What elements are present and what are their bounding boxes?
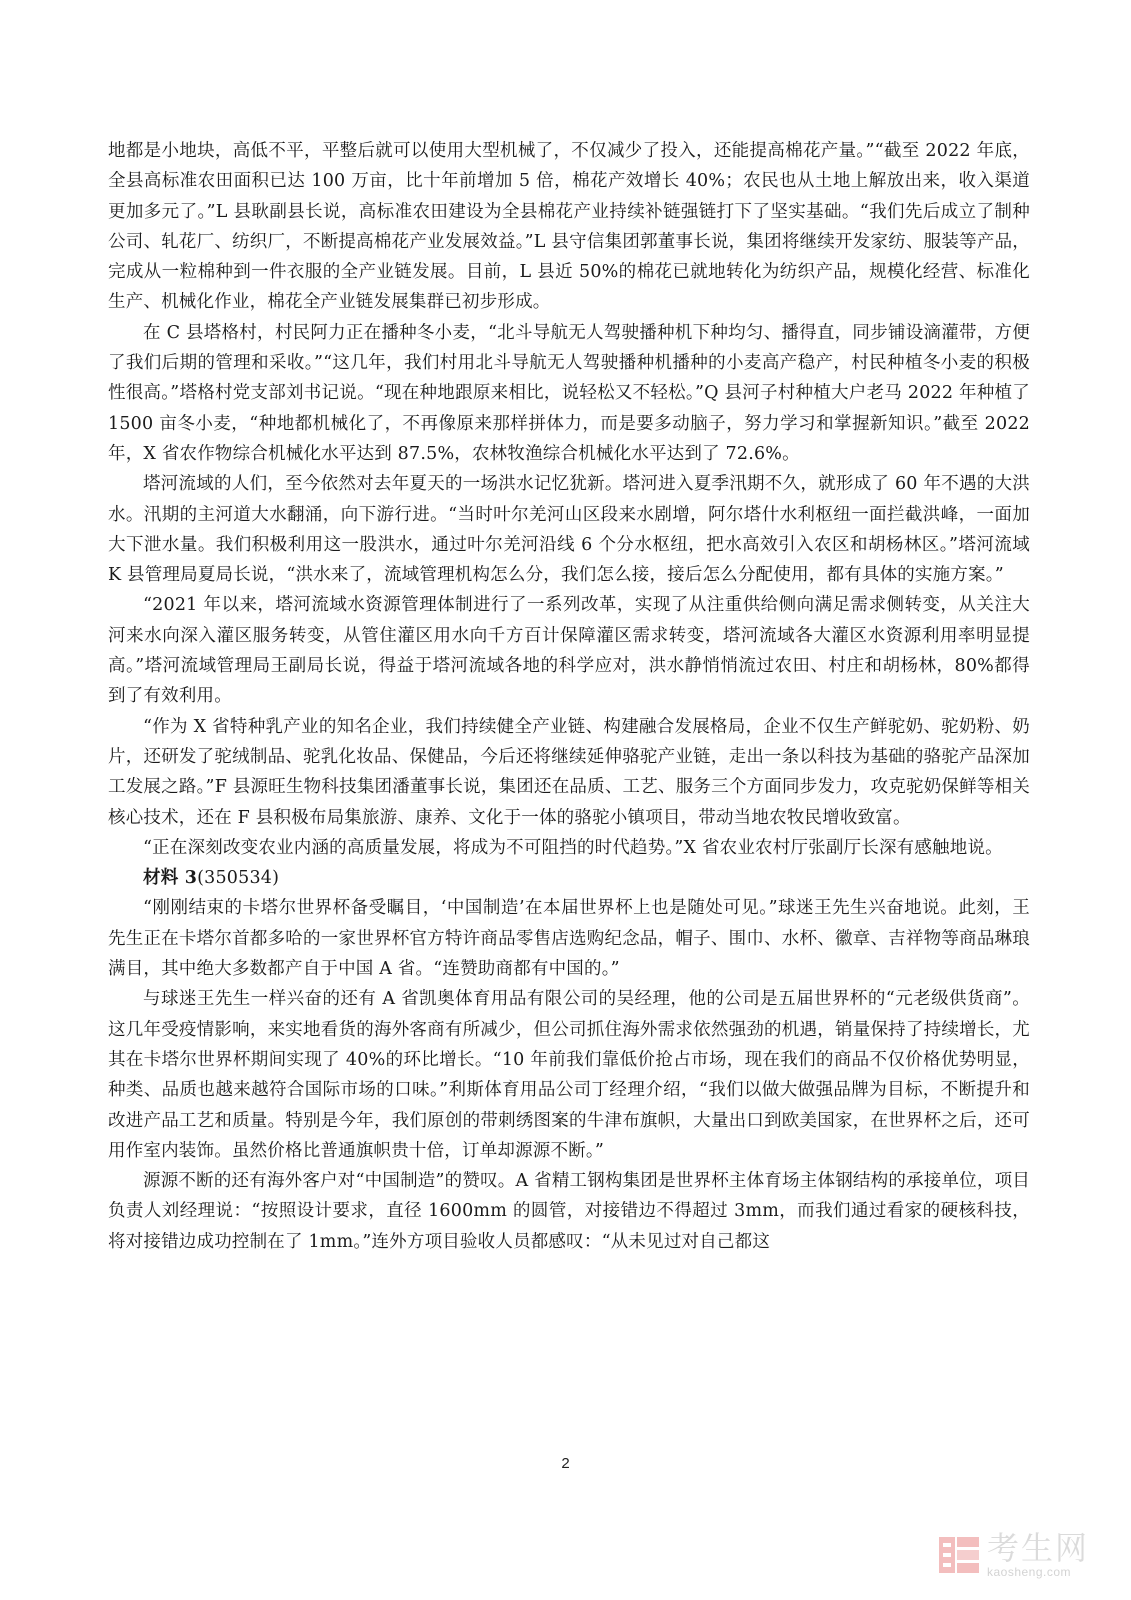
paragraph: 塔河流域的人们，至今依然对去年夏天的一场洪水记忆犹新。塔河进入夏季汛期不久，就形成了 60 年不遇的大洪水。汛期的主河道大水翻涌，向下游行进。“当时叶尔羌河山区段来水剧增，阿尔塔什水利枢纽一面拦截洪峰，一面加大下泄水量。我们积极利用这一股洪水，通过叶尔羌河沿线 6 个分水枢纽，把水高效引入农区和胡杨林区。”塔河流域 K 县管理局夏局长说，“洪水来了，流域管理机构怎么分，我们怎么接，接后怎么分配使用，都有具体的实施方案。”: [108, 474, 1030, 586]
paragraph: 源源不断的还有海外客户对“中国制造”的赞叹。A 省精工钢构集团是世界杯主体育场主体钢结构的承接单位，项目负责人刘经理说：“按照设计要求，直径 1600mm 的圆管，对接错边不得超过 3mm，而我们通过看家的硬核科技，将对接错边成功控制在了 1mm。”连外方项目验收人员都感叹：“从未见过对自己都这: [108, 1171, 1030, 1252]
paragraph: “2021 年以来，塔河流域水资源管理体制进行了一系列改革，实现了从注重供给侧向满足需求侧转变，从关注大河来水向深入灌区服务转变，从管住灌区用水向千方百计保障灌区需求转变，塔河流域各大灌区水资源利用率明显提高。”塔河流域管理局王副局长说，得益于塔河流域各地的科学应对，洪水静悄悄流过农田、村庄和胡杨林，80%都得到了有效利用。: [108, 595, 1030, 707]
paragraph: “正在深刻改变农业内涵的高质量发展，将成为不可阻挡的时代趋势。”X 省农业农村厅张副厅长深有感触地说。: [143, 837, 1003, 858]
section-heading-code: (350534): [197, 868, 280, 889]
watermark-name: 考生网: [986, 1529, 1089, 1567]
paragraph: 与球迷王先生一样兴奋的还有 A 省凯奥体育用品有限公司的吴经理，他的公司是五届世界杯的“元老级供货商”。这几年受疫情影响，来实地看货的海外客商有所减少，但公司抓住海外需求依然强劲的机遇，销量保持了持续增长，尤其在卡塔尔世界杯期间实现了 40%的环比增长。“10 年前我们靠低价抢占市场，现在我们的商品不仅价格优势明显，种类、品质也越来越符合国际市场的口味。”利斯体育用品公司丁经理介绍，“我们以做大做强品牌为目标，不断提升和改进产品工艺和质量。特别是今年，我们原创的带刺绣图案的牛津布旗帜，大量出口到欧美国家，在世界杯之后，还可用作室内装饰。虽然价格比普通旗帜贵十倍，订单却源源不断。”: [108, 989, 1030, 1161]
paragraph: 地都是小地块，高低不平，平整后就可以使用大型机械了，不仅减少了投入，还能提高棉花产量。”“截至 2022 年底，全县高标准农田面积已达 100 万亩，比十年前增加 5 倍，棉花产效增长 40%；农民也从土地上解放出来，收入渠道更加多元了。”L 县耿副县长说，高标准农田建设为全县棉花产业持续补链强链打下了坚实基础。“我们先后成立了制种公司、轧花厂、纺织厂，不断提高棉花产业发展效益。”L 县守信集团郭董事长说，集团将继续开发家纺、服装等产品，完成从一粒棉种到一件衣服的全产业链发展。目前，L 县近 50%的棉花已就地转化为纺织产品，规模化经营、标准化生产、机械化作业，棉花全产业链发展集群已初步形成。: [108, 141, 1030, 313]
watermark: [937, 1529, 1089, 1579]
page-number: 2: [561, 1455, 570, 1472]
paragraph: 在 C 县塔格村，村民阿力正在播种冬小麦，“北斗导航无人驾驶播种机下种均匀、播得直，同步铺设滴灌带，方便了我们后期的管理和采收。”“这几年，我们村用北斗导航无人驾驶播种机播种的小麦高产稳产，村民种植冬小麦的积极性很高。”塔格村党支部刘书记说。“现在种地跟原来相比，说轻松又不轻松。”Q 县河子村种植大户老马 2022 年种植了 1500 亩冬小麦，“种地都机械化了，不再像原来那样拼体力，而是要多动脑子，努力学习和掌握新知识。”截至 2022 年，X 省农作物综合机械化水平达到 87.5%，农林牧渔综合机械化水平达到了 72.6%。: [108, 322, 1030, 464]
watermark-text: [986, 1529, 1089, 1579]
watermark-url: kaosheng.com: [986, 1565, 1072, 1579]
paragraph: “刚刚结束的卡塔尔世界杯备受瞩目，‘中国制造’在本届世界杯上也是随处可见。”球迷王先生兴奋地说。此刻，王先生正在卡塔尔首都多哈的一家世界杯官方特许商品零售店选购纪念品，帽子、围巾、水杯、徽章、吉祥物等商品琳琅满目，其中绝大多数都产自于中国 A 省。“连赞助商都有中国的。”: [108, 898, 1030, 980]
paragraph: “作为 X 省特种乳产业的知名企业，我们持续健全产业链、构建融合发展格局，企业不仅生产鲜驼奶、驼奶粉、奶片，还研发了驼绒制品、驼乳化妆品、保健品，今后还将继续延伸骆驼产业链，走出一条以科技为基础的骆驼产品深加工发展之路。”F 县源旺生物科技集团潘董事长说，集团还在品质、工艺、服务三个方面同步发力，攻克驼奶保鲜等相关核心技术，还在 F 县积极布局集旅游、康养、文化于一体的骆驼小镇项目，带动当地农牧民增收致富。: [108, 716, 1030, 828]
kaosheng-logo-icon: [937, 1533, 981, 1577]
section-heading: [108, 863, 1030, 893]
section-heading-label: 材料 3: [143, 868, 198, 889]
document-body: [108, 136, 1030, 1257]
